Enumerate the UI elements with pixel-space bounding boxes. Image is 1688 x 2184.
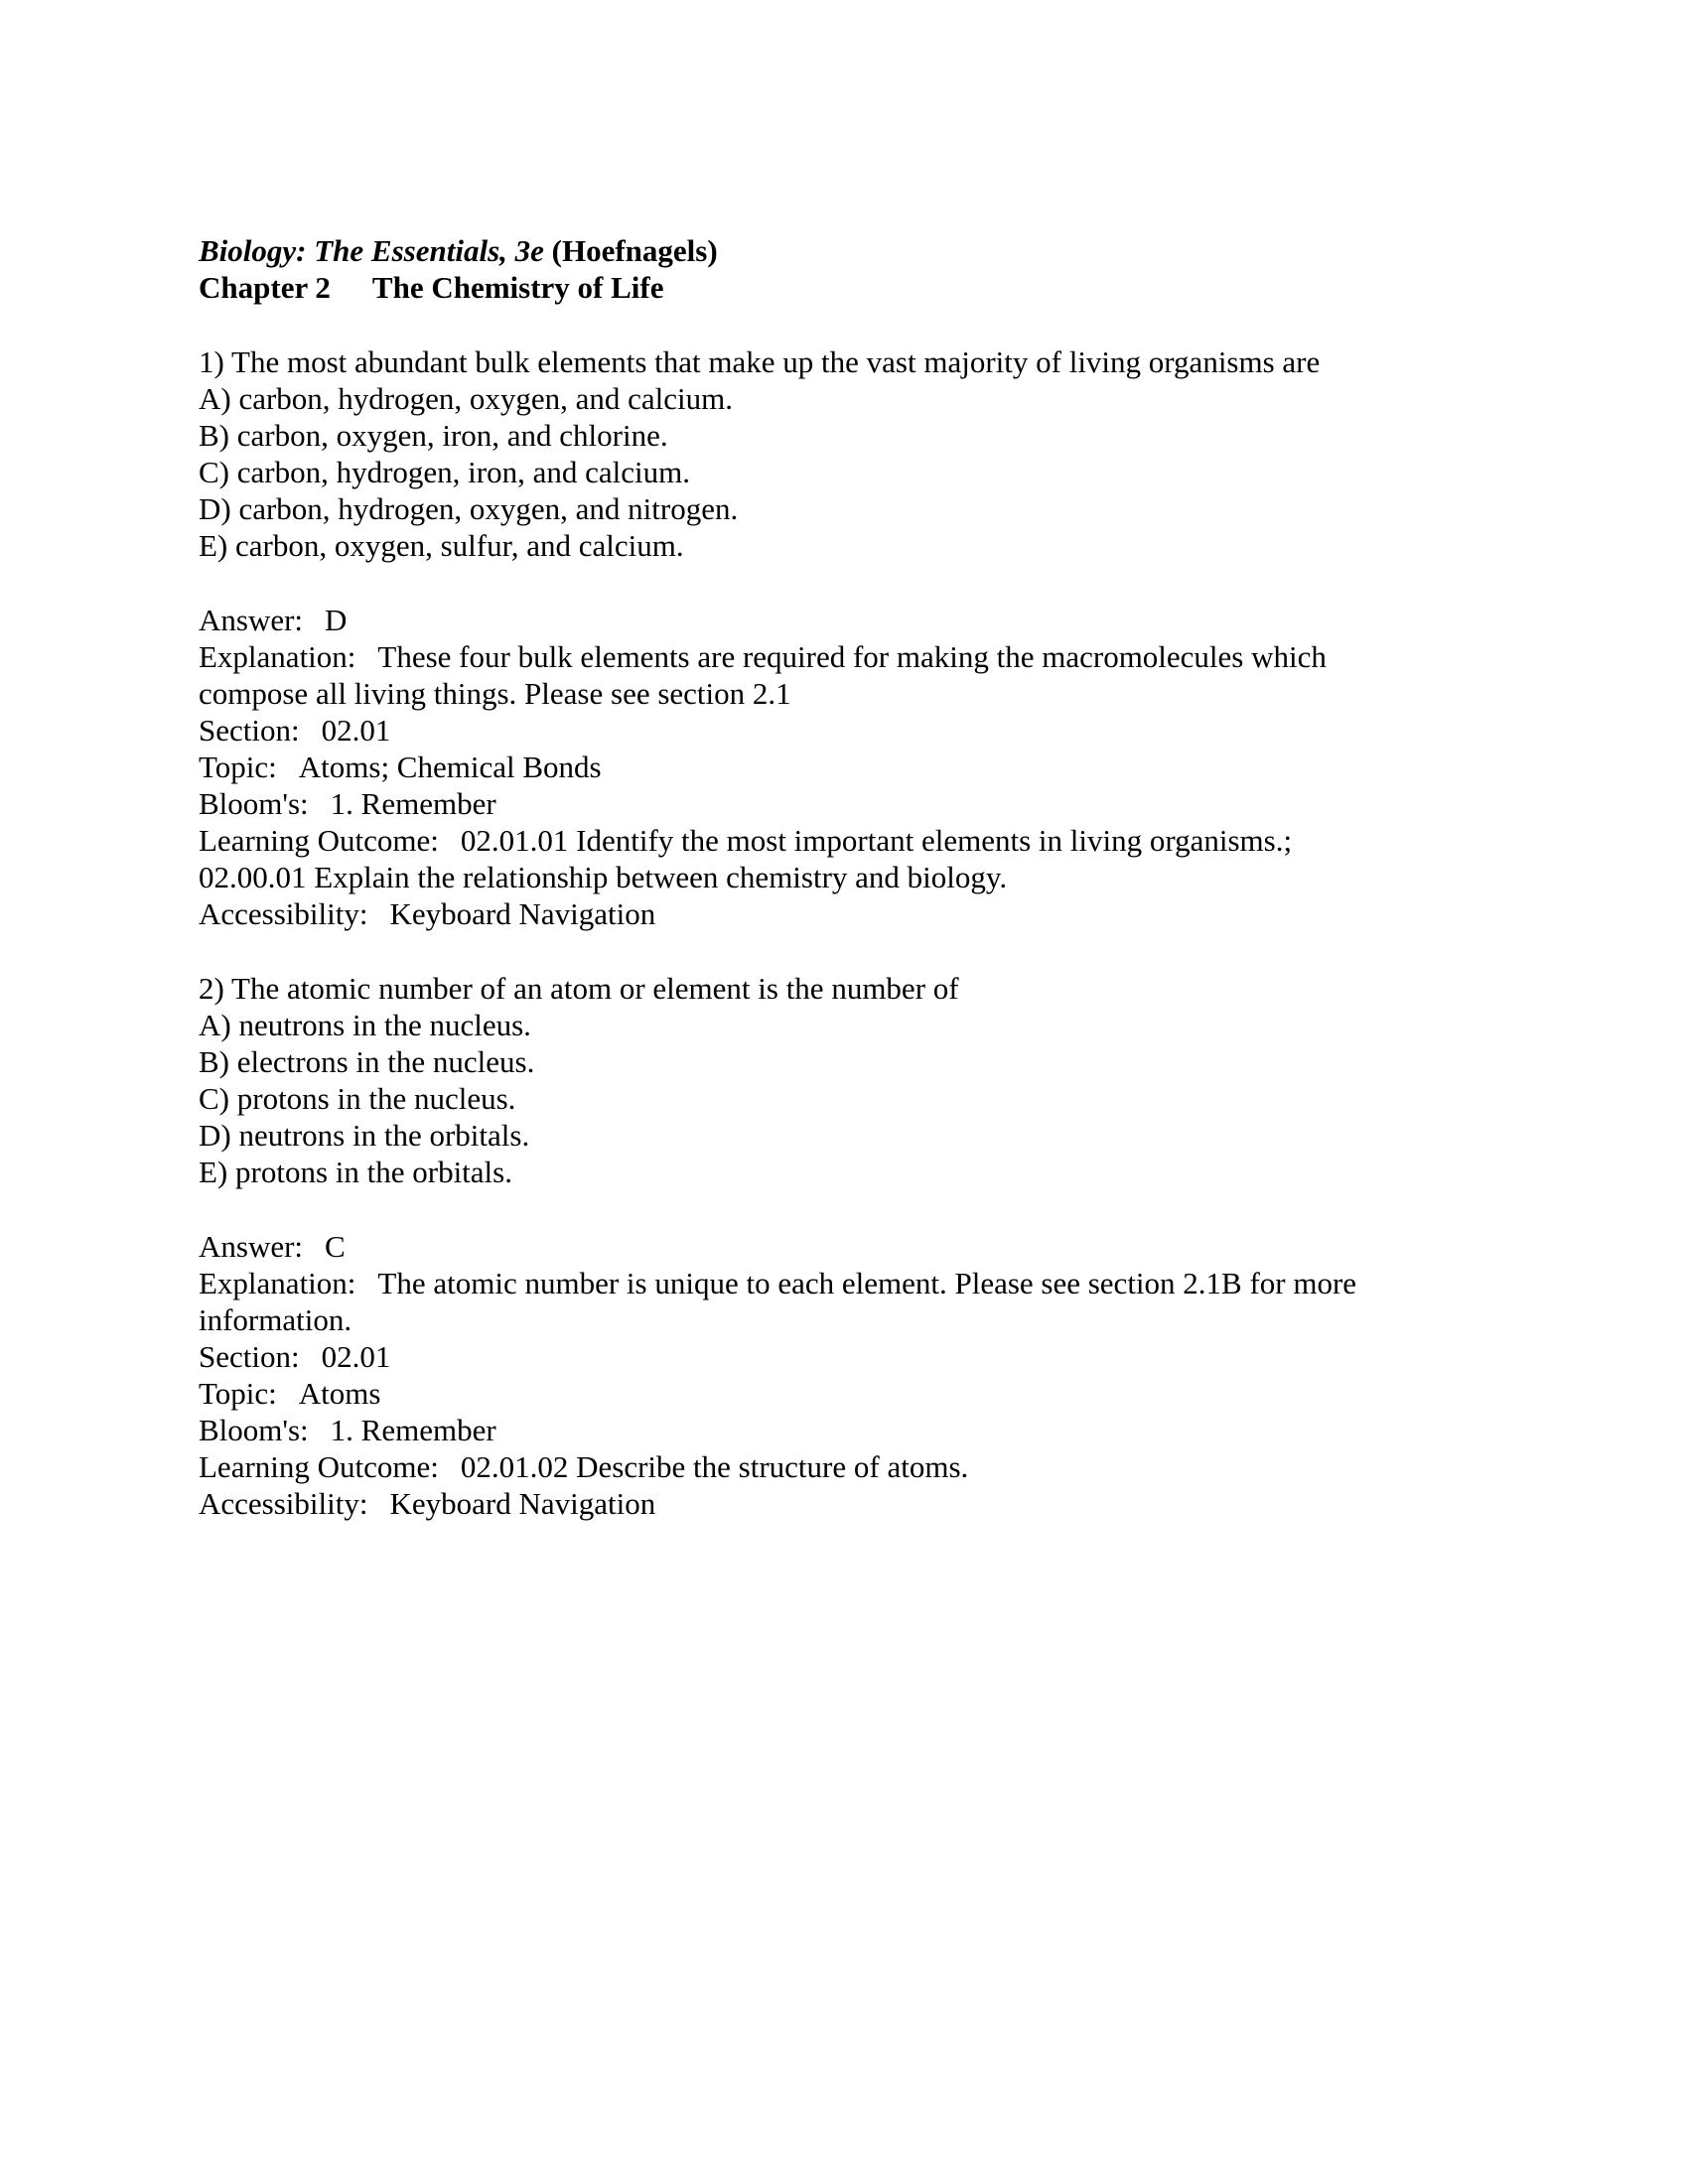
- blooms-label: Bloom's:: [199, 786, 309, 821]
- answer-option-c: C) carbon, hydrogen, iron, and calcium.: [199, 455, 690, 489]
- answer-label: Answer:: [199, 1229, 304, 1264]
- chapter-label: Chapter 2: [199, 270, 331, 305]
- section-label: Section:: [199, 713, 300, 748]
- explanation-continuation: compose all living things. Please see section 2.1: [199, 676, 791, 711]
- explanation-text: These four bulk elements are required for making the macromolecules which: [377, 639, 1327, 674]
- answer-label: Answer:: [199, 603, 304, 637]
- accessibility-value: Keyboard Navigation: [389, 896, 656, 931]
- accessibility-value: Keyboard Navigation: [389, 1486, 656, 1521]
- explanation-continuation: information.: [199, 1302, 352, 1337]
- question-stem: 1) The most abundant bulk elements that make up the vast majority of living organisms are: [199, 344, 1321, 379]
- answer-value: D: [325, 603, 348, 637]
- question-block-2: [199, 970, 1489, 1522]
- answer-option-e: E) carbon, oxygen, sulfur, and calcium.: [199, 528, 684, 563]
- answer-value: C: [325, 1229, 346, 1264]
- answer-option-c: C) protons in the nucleus.: [199, 1081, 516, 1116]
- question-stem: 2) The atomic number of an atom or element is the number of: [199, 971, 959, 1006]
- explanation-text: The atomic number is unique to each element. Please see section 2.1B for more: [377, 1266, 1357, 1300]
- chapter-title: The Chemistry of Life: [371, 270, 664, 305]
- learning-outcome-line: [199, 822, 1489, 859]
- blooms-line: [199, 1412, 1489, 1448]
- answer-option-b: B) carbon, oxygen, iron, and chlorine.: [199, 418, 668, 453]
- answer-option-a: A) neutrons in the nucleus.: [199, 1008, 531, 1042]
- answer-option-e: E) protons in the orbitals.: [199, 1155, 512, 1189]
- explanation-line: [199, 1265, 1489, 1301]
- section-value: 02.01: [321, 1339, 391, 1374]
- learning-outcome-label: Learning Outcome:: [199, 1449, 439, 1484]
- document-page: [199, 232, 1489, 1522]
- accessibility-line: [199, 1485, 1489, 1522]
- answer-option-a: A) carbon, hydrogen, oxygen, and calcium.: [199, 381, 734, 416]
- section-line: [199, 1338, 1489, 1375]
- answer-line: [199, 1228, 1489, 1265]
- accessibility-label: Accessibility:: [199, 1486, 368, 1521]
- topic-label: Topic:: [199, 1376, 277, 1411]
- learning-outcome-label: Learning Outcome:: [199, 823, 439, 858]
- learning-outcome-line: [199, 1448, 1489, 1485]
- section-line: [199, 712, 1489, 749]
- topic-line: [199, 749, 1489, 785]
- learning-outcome-continuation: 02.00.01 Explain the relationship between chemistry and biology.: [199, 860, 1008, 894]
- accessibility-label: Accessibility:: [199, 896, 368, 931]
- topic-value: Atoms: [298, 1376, 381, 1411]
- answer-line: [199, 602, 1489, 638]
- topic-label: Topic:: [199, 750, 277, 784]
- answer-option-d: D) carbon, hydrogen, oxygen, and nitrogen.: [199, 491, 739, 526]
- blooms-value: 1. Remember: [330, 786, 496, 821]
- explanation-label: Explanation:: [199, 1266, 356, 1300]
- learning-outcome-value: 02.01.02 Describe the structure of atoms.: [460, 1449, 969, 1484]
- answer-option-d: D) neutrons in the orbitals.: [199, 1118, 530, 1153]
- book-title: Biology: The Essentials, 3e: [199, 233, 544, 268]
- chapter-header: [199, 269, 1489, 306]
- blooms-label: Bloom's:: [199, 1413, 309, 1447]
- section-value: 02.01: [321, 713, 391, 748]
- accessibility-line: [199, 895, 1489, 932]
- explanation-label: Explanation:: [199, 639, 356, 674]
- learning-outcome-value: 02.01.01 Identify the most important elements in living organisms.;: [460, 823, 1293, 858]
- section-label: Section:: [199, 1339, 300, 1374]
- book-author: (Hoefnagels): [551, 233, 718, 268]
- question-block-1: [199, 343, 1489, 932]
- topic-value: Atoms; Chemical Bonds: [298, 750, 602, 784]
- topic-line: [199, 1375, 1489, 1412]
- book-header: [199, 232, 1489, 269]
- explanation-line: [199, 638, 1489, 675]
- answer-option-b: B) electrons in the nucleus.: [199, 1044, 535, 1079]
- blooms-line: [199, 785, 1489, 822]
- blooms-value: 1. Remember: [330, 1413, 496, 1447]
